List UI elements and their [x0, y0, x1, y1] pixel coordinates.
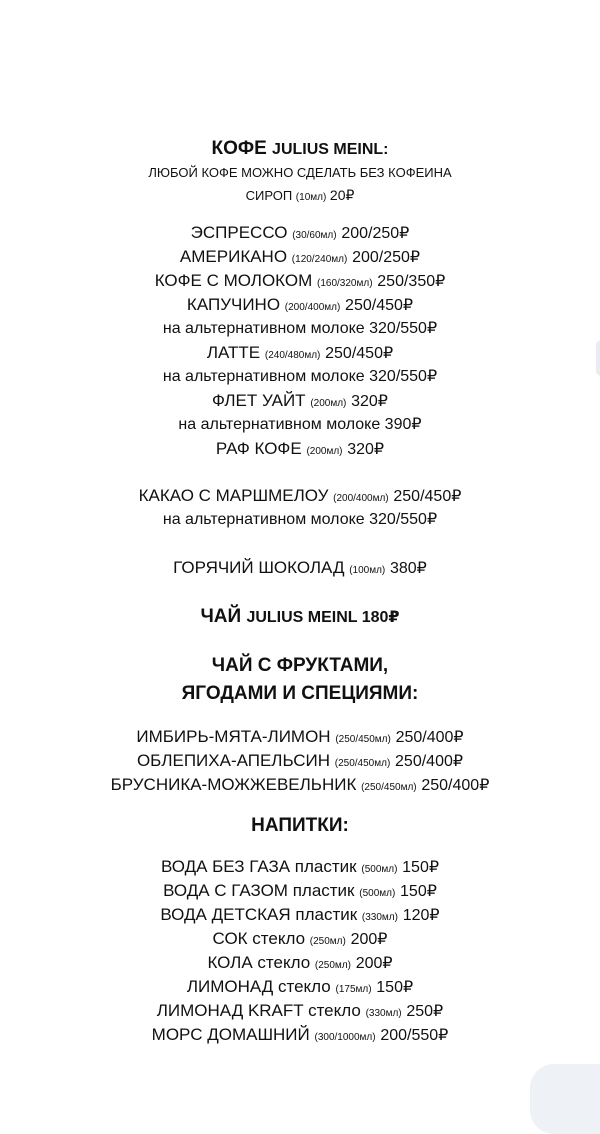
drinks-section-title: НАПИТКИ:: [251, 815, 349, 836]
menu-item-cappuccino: [0, 295, 600, 318]
item-name: ВОДА ДЕТСКАЯ пластик: [160, 905, 358, 924]
tea-section-title: [0, 607, 600, 628]
item-price: 250/450₽: [393, 488, 462, 505]
item-volume: (100мл): [349, 565, 386, 576]
item-volume: (175мл): [335, 984, 372, 995]
menu-item-coffee-with-milk: [0, 271, 600, 294]
side-scroll-handle[interactable]: [596, 340, 600, 376]
menu-item-juice: [0, 929, 600, 952]
item-volume: (200/400мл): [333, 493, 389, 504]
alt-milk-option: на альтернативном молоке 320/550₽: [162, 320, 438, 337]
menu-item-kids-water: [0, 905, 600, 928]
menu-item-raf-coffee: [0, 439, 600, 462]
item-volume: (500мл): [361, 864, 398, 875]
menu-item-flat-white: [0, 391, 600, 414]
item-price: 320₽: [351, 393, 388, 410]
item-name: КОФЕ С МОЛОКОМ: [154, 271, 313, 290]
item-name: ЛИМОНАД стекло: [186, 977, 331, 996]
tea-title-main: ЧАЙ: [200, 606, 242, 627]
item-price: 250/400₽: [395, 729, 464, 746]
item-name: КАПУЧИНО: [186, 295, 281, 314]
syrup-volume: (10мл): [295, 192, 327, 203]
item-name: ФЛЕТ УАЙТ: [212, 391, 306, 410]
item-name: КАКАО С МАРШМЕЛОУ: [138, 486, 329, 505]
item-name: СОК стекло: [212, 929, 306, 948]
menu-item-americano: [0, 247, 600, 270]
item-volume: (250мл): [309, 936, 346, 947]
item-price: 200/250₽: [341, 225, 410, 242]
menu-item-latte: [0, 343, 600, 366]
item-volume: (330мл): [365, 1008, 402, 1019]
item-name: ИМБИРЬ-МЯТА-ЛИМОН: [136, 727, 331, 746]
item-volume: (120/240мл): [291, 254, 348, 265]
item-volume: (500мл): [359, 888, 396, 899]
item-price: 120₽: [402, 907, 440, 924]
item-volume: (330мл): [361, 912, 398, 923]
menu-item-hot-chocolate: [0, 558, 600, 581]
item-price: 250/450₽: [325, 345, 394, 362]
tea-title-brand: JULIUS MEINL 180₽: [246, 609, 400, 626]
floating-corner-button[interactable]: [530, 1064, 600, 1134]
item-price: 200₽: [355, 955, 393, 972]
item-volume: (300/1000мл): [314, 1032, 376, 1043]
item-volume: (200мл): [310, 398, 347, 409]
item-volume: (30/60мл): [292, 230, 337, 241]
item-price: 250/400₽: [395, 753, 464, 770]
item-price: 380₽: [389, 560, 427, 577]
item-name: ВОДА БЕЗ ГАЗА пластик: [160, 857, 357, 876]
item-price: 150₽: [402, 859, 440, 876]
item-price: 200/550₽: [380, 1027, 449, 1044]
alt-milk-option: на альтернативном молоке 320/550₽: [162, 511, 438, 528]
menu-item-ginger-mint-lemon: [0, 727, 600, 750]
item-price: 250₽: [406, 1003, 444, 1020]
menu-item-still-water: [0, 857, 600, 880]
item-volume: (240/480мл): [264, 350, 321, 361]
alt-milk-option: на альтернативном молоке 390₽: [178, 416, 422, 433]
item-price: 250/400₽: [421, 777, 490, 794]
item-volume: (160/320мл): [317, 278, 373, 289]
item-name: ЭСПРЕССО: [190, 223, 288, 242]
syrup-item: [0, 185, 600, 208]
item-volume: (250/450мл): [361, 782, 417, 793]
menu-item-cola: [0, 953, 600, 976]
menu-item-lemonade-kraft: [0, 1001, 600, 1024]
coffee-title-brand: JULIUS MEINL:: [272, 141, 389, 158]
item-name: ЛАТТЕ: [206, 343, 261, 362]
item-price: 200₽: [350, 931, 388, 948]
fruit-tea-title-line1: ЧАЙ С ФРУКТАМИ,: [211, 655, 389, 676]
syrup-name: СИРОП: [245, 188, 293, 203]
item-price: 150₽: [400, 883, 437, 900]
item-volume: (250мл): [314, 960, 351, 971]
item-name: КОЛА стекло: [207, 953, 311, 972]
item-price: 200/250₽: [352, 249, 421, 266]
item-name: ГОРЯЧИЙ ШОКОЛАД: [173, 558, 345, 577]
item-volume: (250/450мл): [335, 734, 391, 745]
menu-item-cocoa: [0, 486, 600, 509]
item-price: 320₽: [347, 441, 385, 458]
coffee-title-main: КОФЕ: [211, 138, 267, 159]
item-name: АМЕРИКАНО: [179, 247, 288, 266]
menu-item-sea-buckthorn-orange: [0, 751, 600, 774]
menu-item-lingonberry-juniper: [0, 775, 600, 798]
menu-item-espresso: [0, 223, 600, 246]
item-price: 150₽: [376, 979, 414, 996]
coffee-section-title: [0, 139, 600, 160]
item-name: МОРС ДОМАШНИЙ: [151, 1025, 310, 1044]
item-volume: (250/450мл): [334, 758, 391, 769]
item-price: 250/450₽: [345, 297, 414, 314]
item-volume: (200/400мл): [284, 302, 341, 313]
decaf-note: ЛЮБОЙ КОФЕ МОЖНО СДЕЛАТЬ БЕЗ КОФЕИНА: [148, 165, 452, 180]
item-name: ОБЛЕПИХА-АПЕЛЬСИН: [136, 751, 331, 770]
item-volume: (200мл): [306, 446, 343, 457]
alt-milk-option: на альтернативном молоке 320/550₽: [162, 368, 438, 385]
item-price: 250/350₽: [377, 273, 446, 290]
item-name: ЛИМОНАД KRAFT стекло: [156, 1001, 361, 1020]
menu-item-lemonade: [0, 977, 600, 1000]
item-name: РАФ КОФЕ: [215, 439, 302, 458]
item-name: ВОДА С ГАЗОМ пластик: [163, 881, 355, 900]
fruit-tea-title-line2: ЯГОДАМИ И СПЕЦИЯМИ:: [181, 683, 419, 704]
syrup-price: 20₽: [329, 187, 355, 203]
menu-item-mors: [0, 1025, 600, 1048]
item-name: БРУСНИКА-МОЖЖЕВЕЛЬНИК: [110, 775, 357, 794]
menu-item-sparkling-water: [0, 881, 600, 904]
